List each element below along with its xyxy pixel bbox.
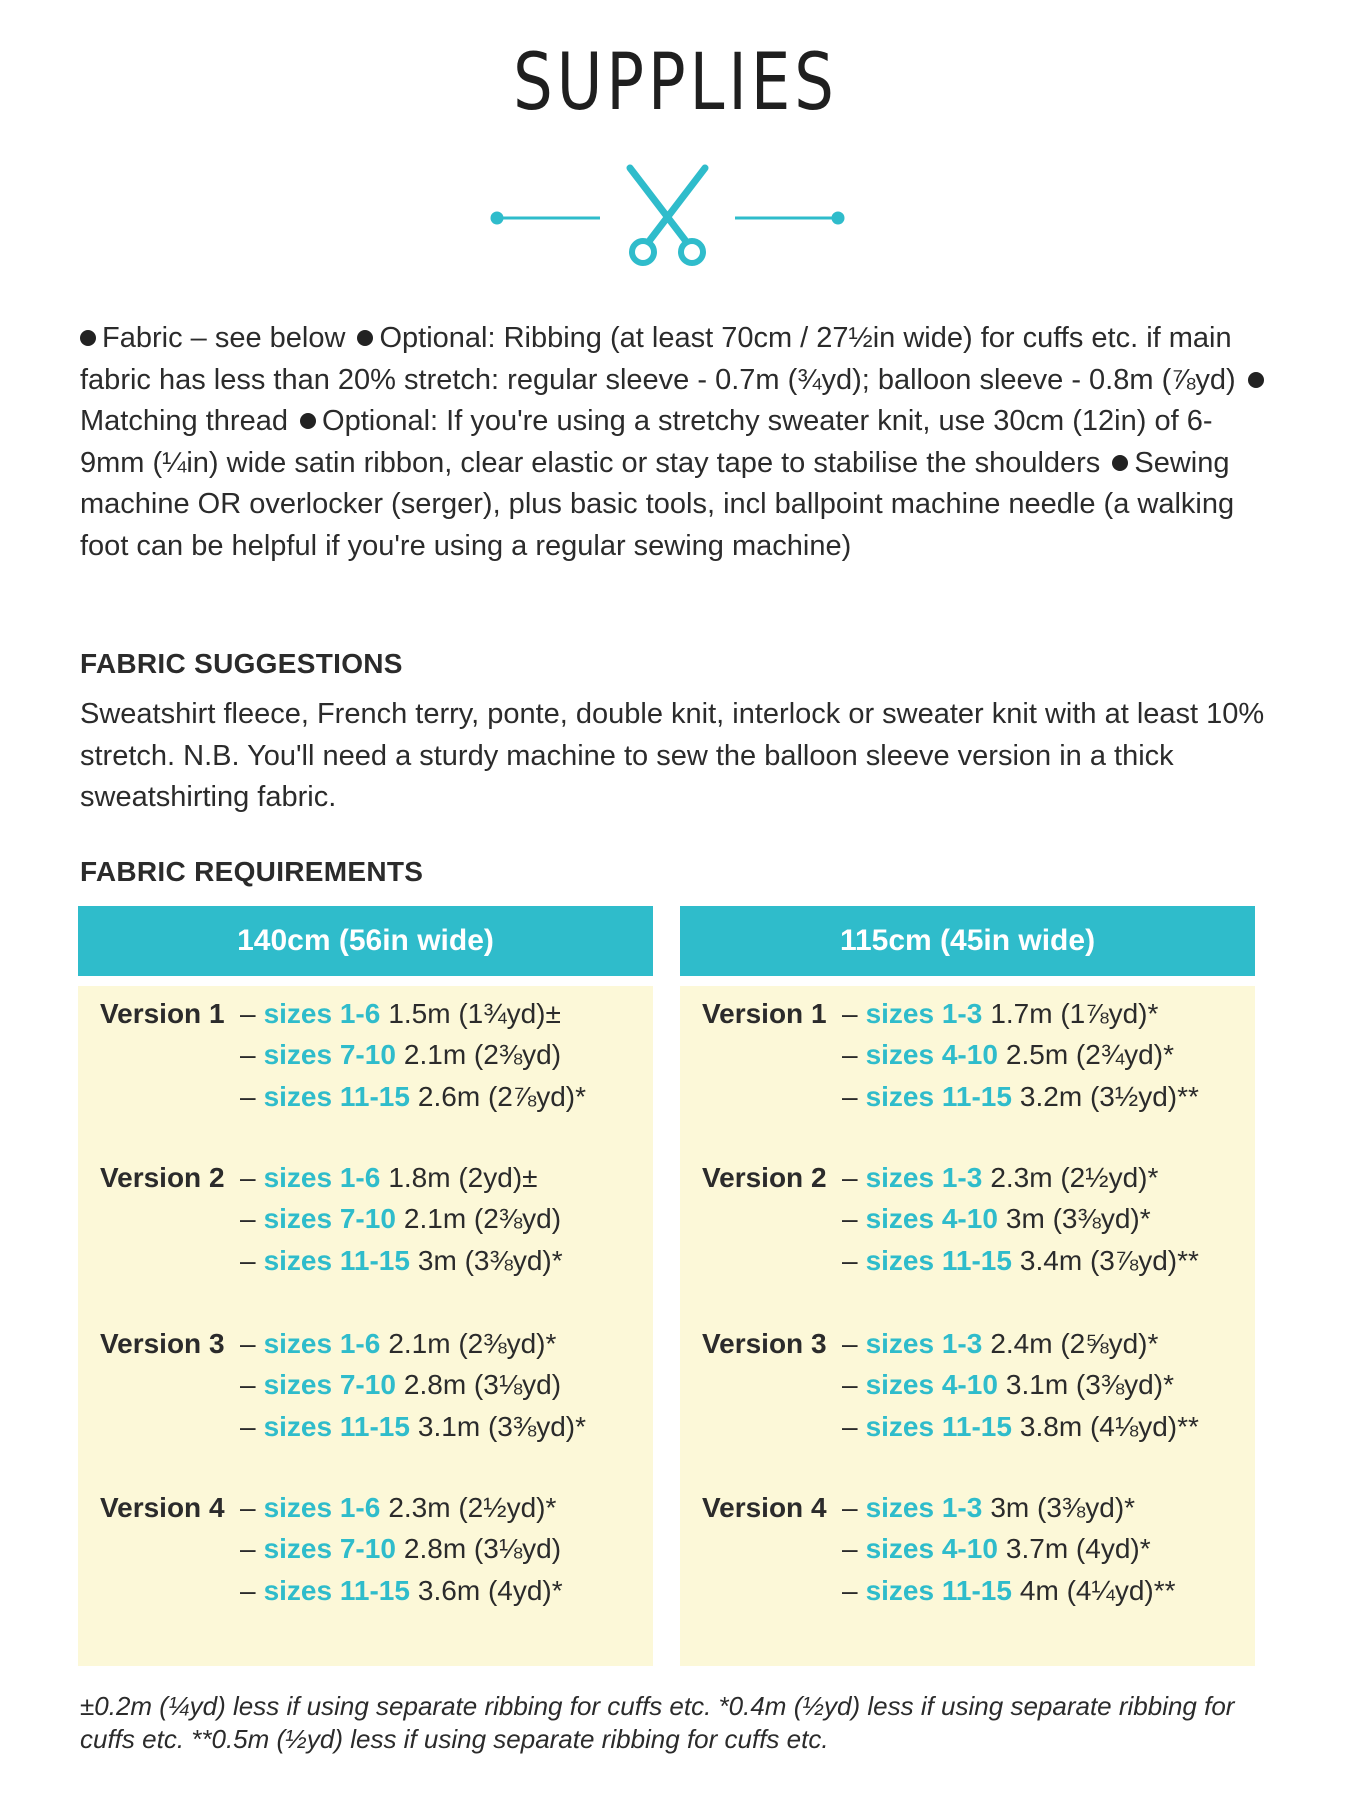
size-row xyxy=(240,998,561,1030)
footnote: ±0.2m (¼yd) less if using separate ribbing for cuffs etc. *0.4m (½yd) less if using separate ribbing for cuffs etc. **0.5m (½yd) less if using separate ribbing for cuffs etc. xyxy=(80,1691,1235,1754)
size-range: sizes 7-10 xyxy=(263,1369,396,1400)
size-range: sizes 1-3 xyxy=(865,998,983,1029)
size-range: sizes 1-6 xyxy=(263,998,381,1029)
size-row xyxy=(240,1039,561,1071)
dash: – xyxy=(240,1039,256,1070)
size-range: sizes 4-10 xyxy=(865,1039,998,1070)
panel-header: 140cm (56in wide) xyxy=(78,906,653,976)
dash: – xyxy=(842,1245,858,1276)
dash: – xyxy=(240,1411,256,1442)
size-range: sizes 1-6 xyxy=(263,1328,381,1359)
fabric-amount: 2.3m (2½yd)* xyxy=(990,1162,1159,1193)
fabric-amount: 3.7m (4yd)* xyxy=(1005,1533,1151,1564)
size-range: sizes 1-3 xyxy=(865,1328,983,1359)
size-range: sizes 7-10 xyxy=(263,1203,396,1234)
fabric-amount: 3m (3⅜yd)* xyxy=(417,1245,563,1276)
version-label: Version 2 xyxy=(100,1162,225,1193)
version-label: Version 1 xyxy=(702,998,827,1029)
size-range: sizes 7-10 xyxy=(263,1533,396,1564)
fabric-amount: 3.2m (3½yd)** xyxy=(1019,1081,1199,1112)
size-row xyxy=(842,1575,1176,1607)
dash: – xyxy=(842,1081,858,1112)
version-label: Version 4 xyxy=(702,1492,827,1523)
size-row xyxy=(842,1162,1158,1194)
panel-body xyxy=(680,986,1255,1666)
version-label: Version 1 xyxy=(100,998,225,1029)
size-range: sizes 1-3 xyxy=(865,1492,983,1523)
page-title: SUPPLIES xyxy=(513,38,838,128)
size-range: sizes 11-15 xyxy=(865,1081,1012,1112)
scissors-ornament xyxy=(480,160,870,270)
size-range: sizes 11-15 xyxy=(865,1245,1012,1276)
size-range: sizes 1-6 xyxy=(263,1162,381,1193)
size-range: sizes 1-6 xyxy=(263,1492,381,1523)
fabric-suggestions-heading: FABRIC SUGGESTIONS xyxy=(80,648,403,679)
dash: – xyxy=(842,998,858,1029)
fabric-amount: 3.1m (3⅜yd)* xyxy=(1005,1369,1174,1400)
supplies-item: Optional: If you're using a stretchy sweater knit, use 30cm (12in) of 6-9mm (¼in) wide satin ribbon, clear elastic or stay tape to stabilise the shoulders xyxy=(80,405,1213,479)
fabric-amount: 2.3m (2½yd)* xyxy=(388,1492,557,1523)
size-range: sizes 11-15 xyxy=(263,1411,410,1442)
dash: – xyxy=(842,1492,858,1523)
size-row xyxy=(240,1575,563,1607)
size-row xyxy=(240,1411,586,1443)
fabric-requirements-heading: FABRIC REQUIREMENTS xyxy=(80,856,424,887)
fabric-amount: 2.8m (3⅛yd) xyxy=(403,1369,562,1400)
size-range: sizes 11-15 xyxy=(263,1081,410,1112)
size-range: sizes 11-15 xyxy=(263,1575,410,1606)
size-range: sizes 4-10 xyxy=(865,1203,998,1234)
fabric-amount: 2.4m (2⅝yd)* xyxy=(990,1328,1159,1359)
version-label: Version 2 xyxy=(702,1162,827,1193)
dash: – xyxy=(240,1162,256,1193)
fabric-amount: 1.5m (1¾yd)± xyxy=(388,998,561,1029)
panel-body xyxy=(78,986,653,1666)
size-range: sizes 11-15 xyxy=(865,1411,1012,1442)
version-label: Version 3 xyxy=(702,1328,827,1359)
size-row xyxy=(240,1203,561,1235)
size-row xyxy=(842,1203,1151,1235)
dash: – xyxy=(842,1328,858,1359)
size-row xyxy=(240,1369,561,1401)
panel-header: 115cm (45in wide) xyxy=(680,906,1255,976)
size-row xyxy=(842,1492,1135,1524)
panel-140cm xyxy=(78,906,653,1666)
scissors-icon xyxy=(630,168,705,263)
size-row xyxy=(842,998,1158,1030)
fabric-amount: 3.8m (4⅛yd)** xyxy=(1019,1411,1199,1442)
size-row xyxy=(842,1245,1199,1277)
size-row xyxy=(240,1533,561,1565)
dash: – xyxy=(842,1203,858,1234)
bullet-icon xyxy=(1248,372,1264,388)
size-row xyxy=(842,1533,1151,1565)
supplies-item: Optional: Ribbing (at least 70cm / 27½in wide) for cuffs etc. if main fabric has less than 20% stretch: regular sleeve - 0.7m (¾yd); balloon sleeve - 0.8m (⅞yd) xyxy=(80,322,1236,396)
fabric-amount: 2.1m (2⅜yd) xyxy=(403,1039,562,1070)
dash: – xyxy=(240,1245,256,1276)
size-row xyxy=(842,1328,1158,1360)
dash: – xyxy=(842,1411,858,1442)
fabric-suggestions-text: Sweatshirt fleece, French terry, ponte, double knit, interlock or sweater knit with at least 10% stretch. N.B. You'll need a sturdy machine to sew the balloon sleeve version in a thick sweatshirting fabric. xyxy=(80,698,1265,813)
version-label: Version 3 xyxy=(100,1328,225,1359)
size-range: sizes 1-3 xyxy=(865,1162,983,1193)
dash: – xyxy=(240,1492,256,1523)
bullet-icon xyxy=(357,330,373,346)
dash: – xyxy=(240,1533,256,1564)
fabric-amount: 1.8m (2yd)± xyxy=(388,1162,538,1193)
fabric-amount: 3m (3⅜yd)* xyxy=(990,1492,1136,1523)
size-row xyxy=(240,1328,556,1360)
dash: – xyxy=(240,1369,256,1400)
size-range: sizes 11-15 xyxy=(865,1575,1012,1606)
dash: – xyxy=(842,1162,858,1193)
fabric-amount: 4m (4¼yd)** xyxy=(1019,1575,1176,1606)
size-range: sizes 4-10 xyxy=(865,1369,998,1400)
supplies-list xyxy=(80,318,1270,567)
dash: – xyxy=(240,1575,256,1606)
fabric-amount: 3.4m (3⅞yd)** xyxy=(1019,1245,1199,1276)
fabric-amount: 2.8m (3⅛yd) xyxy=(403,1533,562,1564)
size-row xyxy=(842,1081,1199,1113)
dash: – xyxy=(842,1575,858,1606)
supplies-item: Fabric – see below xyxy=(80,322,345,354)
fabric-amount: 2.1m (2⅜yd)* xyxy=(388,1328,557,1359)
bullet-icon xyxy=(80,330,96,346)
size-row xyxy=(842,1369,1174,1401)
dash: – xyxy=(240,1203,256,1234)
bullet-icon xyxy=(1112,455,1128,471)
size-row xyxy=(842,1411,1199,1443)
version-label: Version 4 xyxy=(100,1492,225,1523)
fabric-amount: 2.1m (2⅜yd) xyxy=(403,1203,562,1234)
size-range: sizes 7-10 xyxy=(263,1039,396,1070)
fabric-amount: 2.6m (2⅞yd)* xyxy=(417,1081,586,1112)
fabric-amount: 3.6m (4yd)* xyxy=(417,1575,563,1606)
dash: – xyxy=(842,1533,858,1564)
supplies-item: Sewing machine OR overlocker (serger), plus basic tools, incl ballpoint machine needle (a walking foot can be helpful if you're using a regular sewing machine) xyxy=(80,446,1235,562)
fabric-amount: 1.7m (1⅞yd)* xyxy=(990,998,1159,1029)
supplies-item: Matching thread xyxy=(80,364,1270,438)
size-range: sizes 4-10 xyxy=(865,1533,998,1564)
dash: – xyxy=(842,1039,858,1070)
size-row xyxy=(240,1162,538,1194)
fabric-amount: 2.5m (2¾yd)* xyxy=(1005,1039,1174,1070)
left-line xyxy=(492,213,600,223)
size-range: sizes 11-15 xyxy=(263,1245,410,1276)
dash: – xyxy=(240,1081,256,1112)
fabric-amount: 3m (3⅜yd)* xyxy=(1005,1203,1151,1234)
dash: – xyxy=(240,1328,256,1359)
size-row xyxy=(240,1492,556,1524)
size-row xyxy=(240,1245,563,1277)
size-row xyxy=(240,1081,586,1113)
bullet-icon xyxy=(300,413,316,429)
panel-115cm xyxy=(680,906,1255,1666)
right-line xyxy=(735,213,843,223)
size-row xyxy=(842,1039,1174,1071)
dash: – xyxy=(842,1369,858,1400)
fabric-amount: 3.1m (3⅜yd)* xyxy=(417,1411,586,1442)
dash: – xyxy=(240,998,256,1029)
